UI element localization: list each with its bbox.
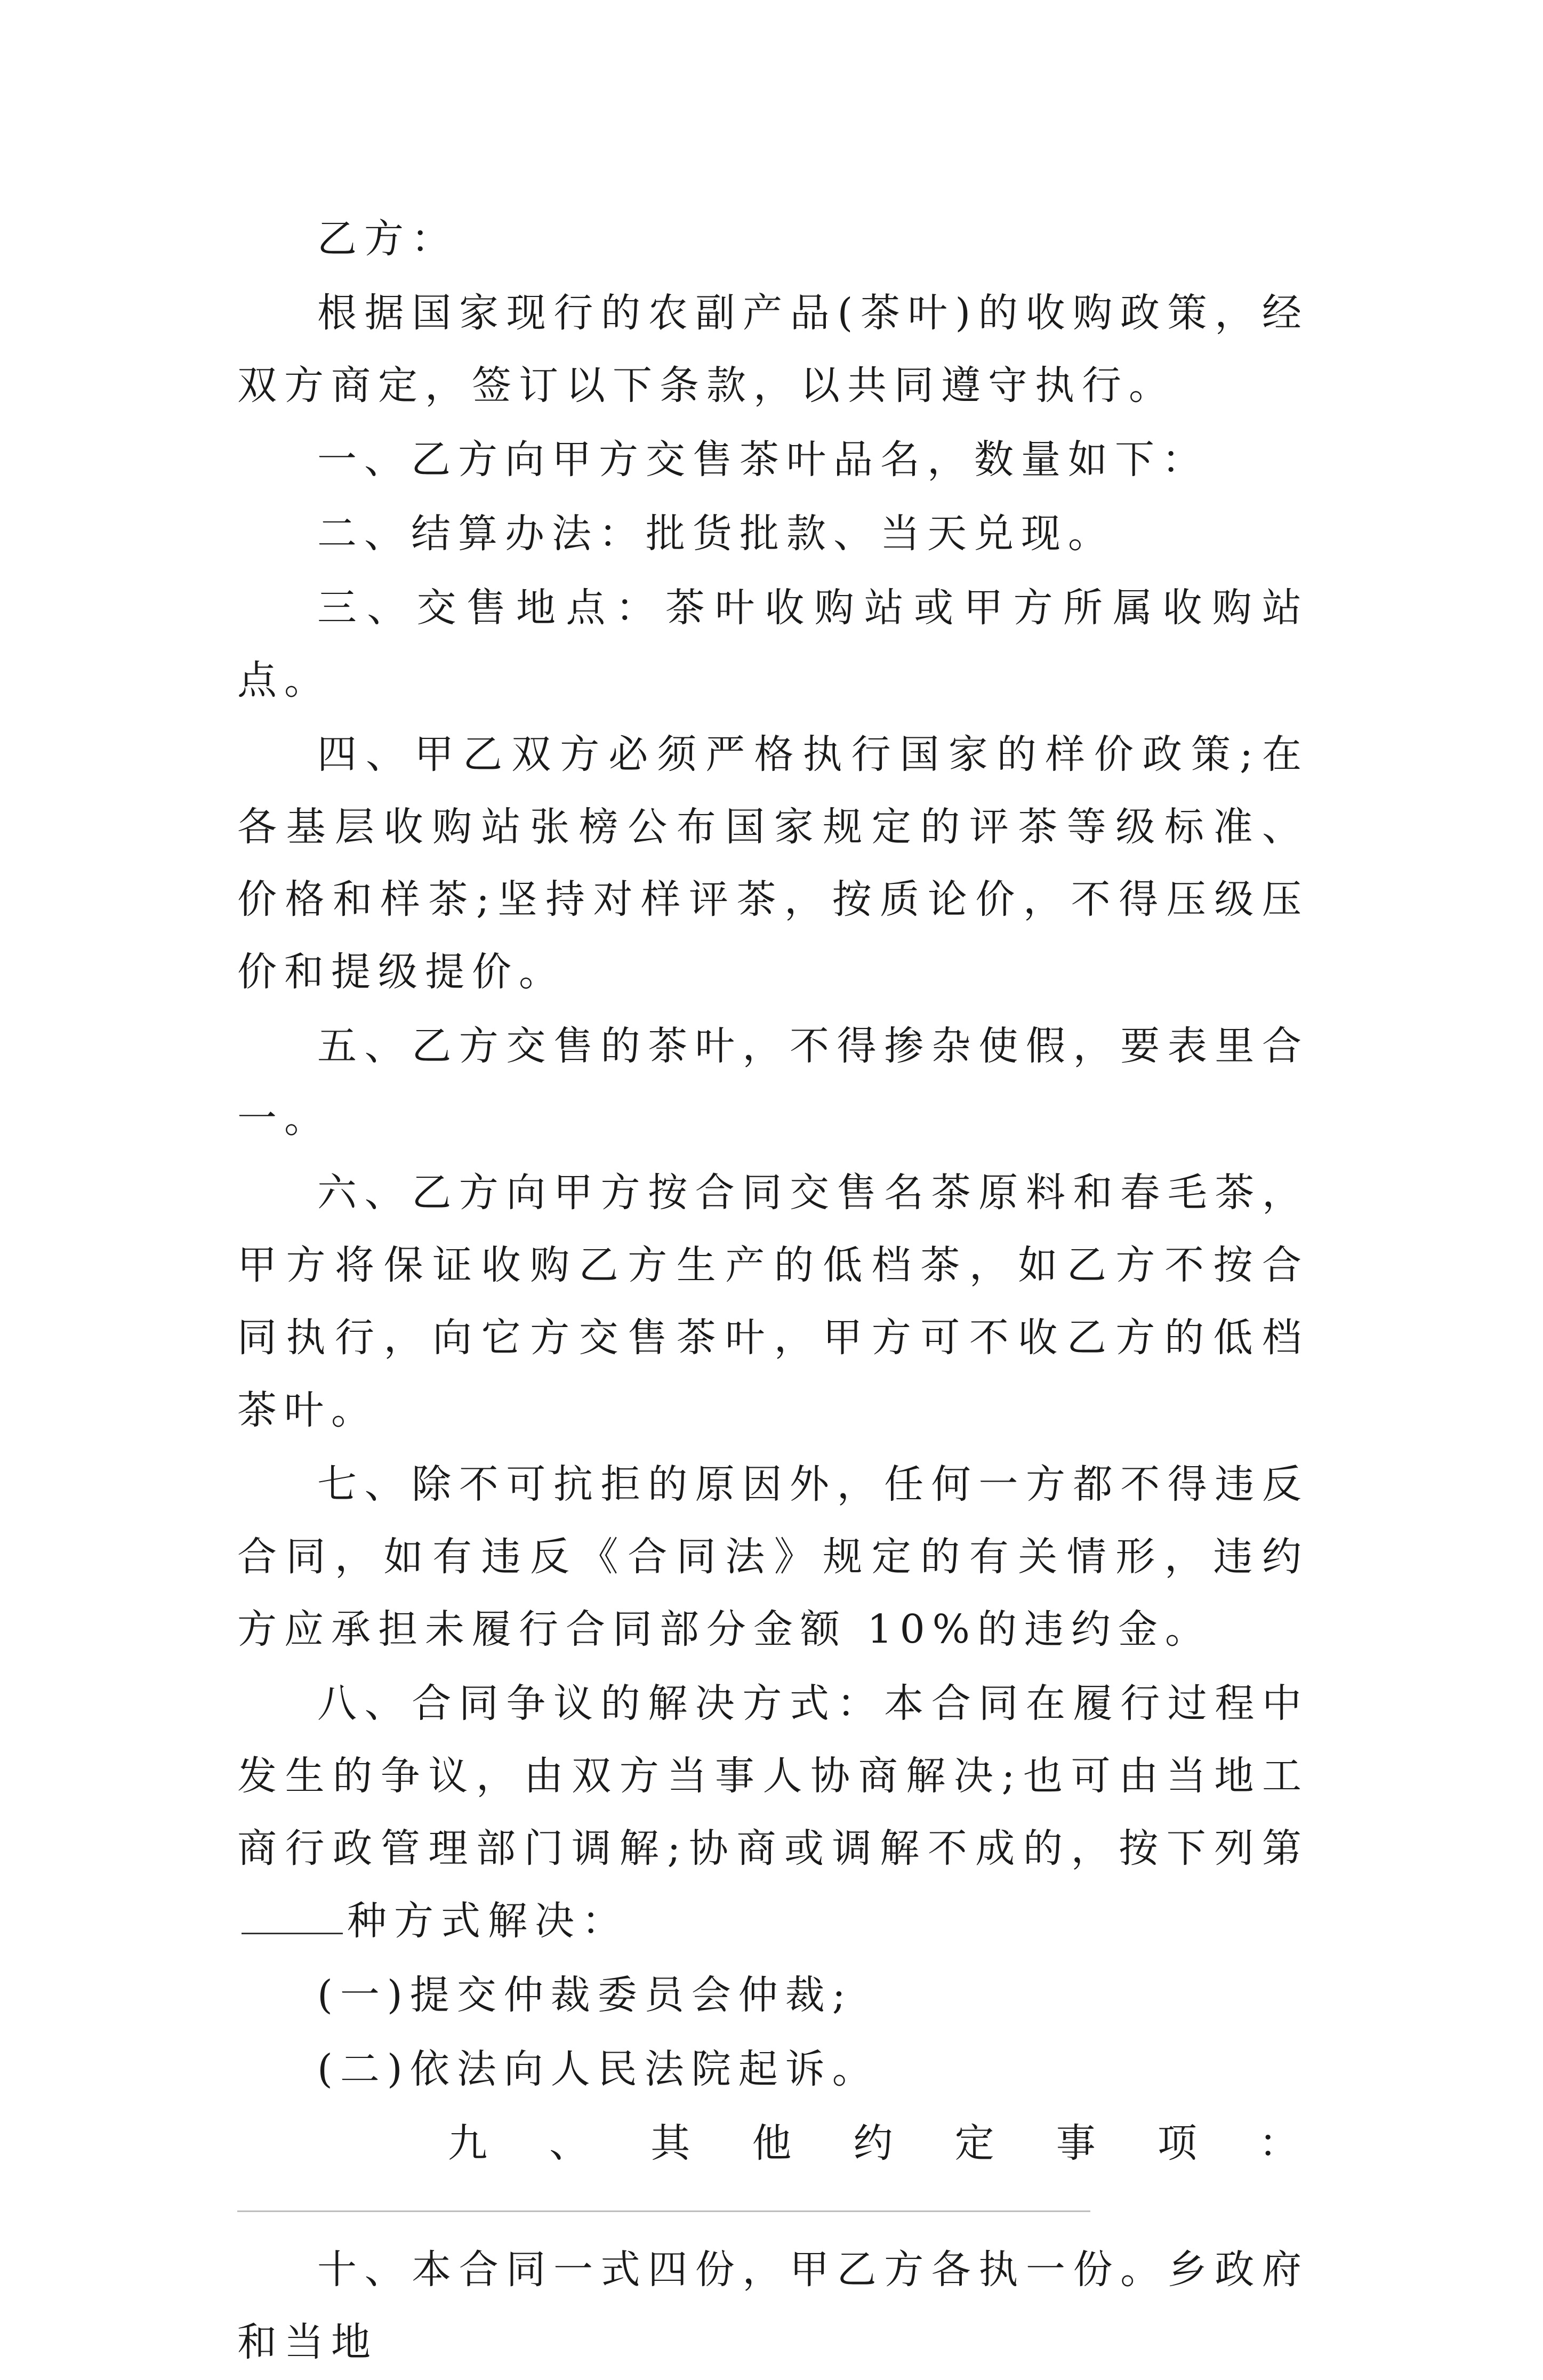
clause-8-text: 八、合同争议的解决方式：本合同在履行过程中发生的争议，由双方当事人协商解决;也可由当地工商行政管理部门调解;协商或调解不成的，按下列第 <box>237 1681 1309 1871</box>
contract-body <box>237 203 1309 2380</box>
clause-9-char: 定 <box>954 2120 994 2166</box>
clause-9-char: 、 <box>549 2120 589 2166</box>
clause-7: 七、除不可抗拒的原因外，任何一方都不得违反合同，如有违反《合同法》规定的有关情形，违约方应承担未履行合同部分金额 10%的违约金。 <box>237 1461 1309 1652</box>
clause-5: 五、乙方交售的茶叶，不得掺杂使假，要表里合一。 <box>237 1023 1309 1141</box>
clause-9-heading <box>237 2107 1309 2180</box>
clause-9-char: 事 <box>1056 2120 1096 2166</box>
clause-9-char: 约 <box>853 2120 893 2166</box>
clause-6: 六、乙方向甲方按合同交售名茶原料和春毛茶，甲方将保证收购乙方生产的低档茶，如乙方不按合同执行，向它方交售茶叶，甲方可不收乙方的低档茶叶。 <box>237 1170 1309 1433</box>
option-litigation: (二)依法向人民法院起诉。 <box>317 2046 879 2092</box>
clause-9-char: 九 <box>448 2120 487 2166</box>
clause-4: 四、甲乙双方必须严格执行国家的样价政策;在各基层收购站张榜公布国家规定的评茶等级标准、价格和样茶;坚持对样评茶，按质论价，不得压级压价和提级提价。 <box>237 731 1309 995</box>
fill-in-blank[interactable] <box>242 1901 343 1934</box>
clause-9-char: 项 <box>1157 2120 1197 2166</box>
clause-9-char: ： <box>1259 2120 1298 2166</box>
clause-9-char: 他 <box>752 2120 792 2166</box>
clause-8 <box>237 1667 1309 1957</box>
clause-8-suffix: 种方式解决： <box>347 1898 629 1944</box>
intro-paragraph: 根据国家现行的农副产品(茶叶)的收购政策，经双方商定，签订以下条款，以共同遵守执行。 <box>237 290 1309 408</box>
clause-2: 二、结算办法：批货批款、当天兑现。 <box>317 511 1115 557</box>
fill-in-line[interactable] <box>237 2210 1090 2212</box>
clause-3: 三、交售地点：茶叶收购站或甲方所属收购站点。 <box>237 585 1309 703</box>
clause-9-char: 其 <box>650 2120 690 2166</box>
clause-1: 一、乙方向甲方交售茶叶品名，数量如下： <box>317 437 1209 483</box>
option-arbitration: (一)提交仲裁委员会仲裁; <box>317 1972 853 2018</box>
clause-10: 十、本合同一式四份，甲乙方各执一份。乡政府和当地 <box>237 2247 1309 2365</box>
party-b-label: 乙方： <box>317 216 458 262</box>
